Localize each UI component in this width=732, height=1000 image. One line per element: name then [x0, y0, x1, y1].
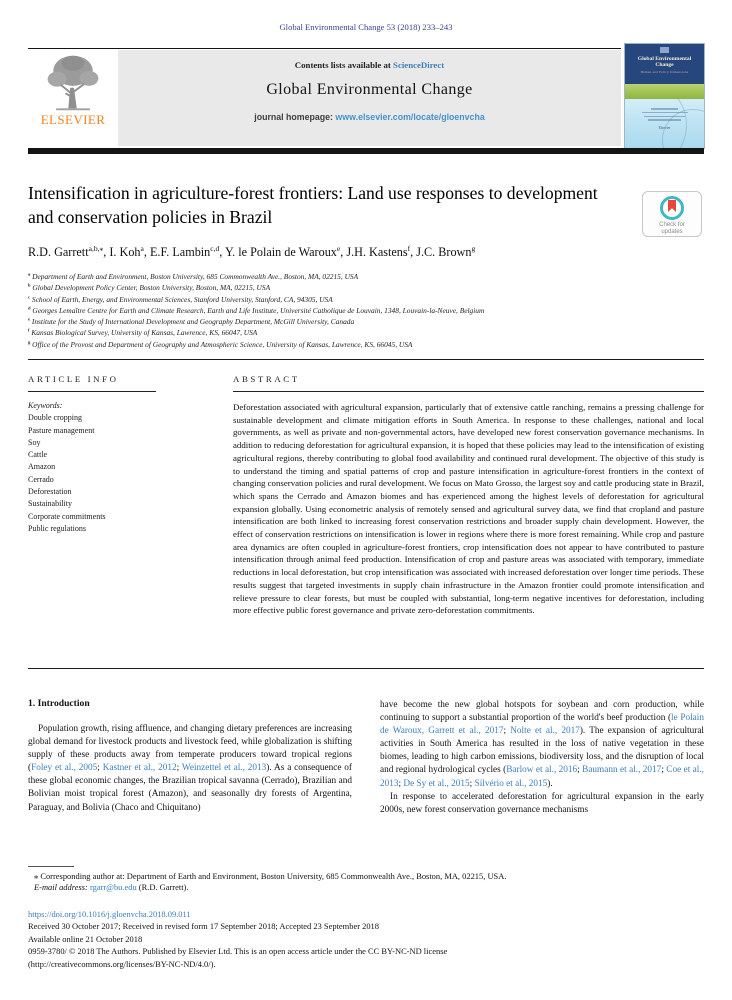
cover-green-band: [625, 84, 704, 99]
bookmark-ribbon-icon: [668, 200, 676, 212]
keywords-label: Keywords:: [28, 401, 63, 410]
cover-publisher-text: Elsevier: [658, 125, 671, 130]
homepage-line: [118, 112, 621, 122]
affiliation: $^g$ Office of the Provost and Department of Geography and Atmospheric Science, University of Kansas, Lawrence, KS, 66045, USA: [28, 339, 413, 349]
journal-header: [28, 48, 704, 148]
contents-prefix: Contents lists available at: [294, 60, 394, 70]
doi-link[interactable]: https://doi.org/10.1016/j.gloenvcha.2018.09.011: [28, 909, 191, 919]
corresponding-author-footnote: [28, 866, 704, 894]
article-info-column: [28, 374, 178, 535]
section-rule: [28, 668, 704, 669]
banner-center: [118, 50, 621, 146]
affiliation: $^c$ School of Earth, Energy, and Environmental Sciences, Stanford University, Stanford, CA, 94305, USA: [28, 294, 333, 304]
copyright-line: 0959-3780/ © 2018 The Authors. Published by Elsevier Ltd. This is an open access article under the CC BY-NC-ND license: [28, 946, 448, 957]
affiliation: $^a$ Department of Earth and Environment, Boston University, 685 Commonwealth Ave., Boston, MA, 02215, USA: [28, 271, 359, 281]
keyword: Double cropping: [28, 413, 82, 423]
journal-homepage-link[interactable]: www.elsevier.com/locate/gloenvcha: [335, 112, 485, 122]
citation-link[interactable]: Coe et al., 2013: [380, 765, 704, 789]
cover-header: [625, 44, 704, 84]
journal-title: Global Environmental Change: [266, 81, 473, 98]
citation-link[interactable]: Barlow et al., 2016: [506, 765, 578, 776]
header-top-rule: [28, 48, 621, 49]
cover-subtitle: Human and Policy Dimensions: [640, 69, 689, 74]
cover-publisher-mark-icon: [660, 47, 669, 53]
abstract-column: [233, 374, 704, 617]
intro-left-column: [28, 698, 352, 815]
citation-link[interactable]: Weinzettel et al., 2013: [181, 763, 267, 774]
keywords-list: [28, 412, 178, 535]
title-row: [28, 181, 704, 236]
affiliation: $^b$ Global Development Policy Center, Boston University, Boston, MA, 02215, USA: [28, 282, 271, 293]
abstract-text: Deforestation associated with agricultural expansion, particularly that of extensive cattle ranching, remains a pressing challenge for sustainable development and climate mitigation efforts in South America. In response to these challenges, national and local governments, as well as private and non-governmental actors, have developed new forest conservation governance mechanisms. In addition to reducing deforestation for agricultural expansion, it is hoped that these policies may lead to the intensification of existing agricultural regions, thereby contributing to global food availability and continued rural development. The objective of this study is to understand the timing and spatial patterns of crop and pasture intensification in agriculture-forest frontiers in the context of changing conservation policies and rural development. We focus on Mato Grosso, the largest soy and cattle producing state in Brazil, which spans the Cerrado and Amazon biomes and has experienced among the highest levels of deforestation for agricultural expansion globally. Using econometric analysis of remotely sensed and agricultural survey data, we find that cropland and pasture intensification are both linked to increasing forest conservation restrictions and broader supply chain development. However, the effect of conservation restrictions on intensification is lower in regions where there is more forest remaining. While crop and pasture area dynamics are often coupled in agriculture-forest frontiers, crop intensification does not appear to have contributed to pasture intensification through animal feed production. Intensification of crop and pasture areas was associated with temporary, immediate reductions in local deforestation, but crop intensification was associated with increased deforestation over longer time periods. These results suggest that targeted investments in supply chain infrastructure in the Amazon frontier could promote intensification and relieve pressure to clear forests, but must be coupled with substantial, long-term negative incentives for deforestation, including more effective public forest governance and private zero-deforestation commitments.: [233, 402, 704, 616]
affiliation: $^e$ Institute for the Study of International Development and Geography Department, McGill University, Canada: [28, 316, 355, 327]
affiliation: $^d$ Georges Lemaître Centre for Earth and Climate Research, Earth and Life Institute, Université Catholique de Louvain, 1348, Louvain-la-Neuve, Belgium: [28, 305, 485, 315]
citation-link[interactable]: Silvério et al., 2015: [474, 778, 548, 789]
affiliation-list: [28, 271, 704, 350]
intro-paragraph: In response to accelerated deforestation for agricultural expansion in the early 2000s, new forest conservation governance mechanisms: [380, 791, 704, 815]
corresponding-author-line: ⁎ Corresponding author at: Department of Earth and Environment, Boston University, 685 Commonwealth Ave., Boston, MA, 02215, USA.: [34, 871, 507, 881]
journal-cover-thumbnail: [625, 44, 704, 148]
affiliation: $^f$ Kansas Biological Survey, University of Kansas, Lawrence, KS, 66047, USA: [28, 328, 258, 338]
elsevier-logo: [28, 50, 118, 146]
check-updates-icon: [660, 196, 684, 220]
license-line: (http://creativecommons.org/licenses/BY-NC-ND/4.0/).: [28, 958, 216, 969]
author: Y. le Polain de Waroux: [224, 245, 337, 259]
author: I. Koh: [109, 245, 141, 259]
citation-link[interactable]: le Polain de Waroux, Garrett et al., 2017: [380, 713, 704, 737]
citation-link[interactable]: rgarr@bu.edu: [89, 882, 137, 893]
heading-rule: [233, 391, 704, 392]
citation-link[interactable]: Baumann et al., 2017: [582, 765, 662, 776]
author: J.H. Kastens: [346, 245, 408, 259]
author: J.C. Brown: [416, 245, 472, 259]
journal-citation: Global Environmental Change 53 (2018) 233–243: [279, 22, 453, 32]
intro-paragraph: Population growth, rising affluence, and changing dietary preferences are increasing global demand for livestock products and livestock feed, while globalization is shifting supply of these products away from temperate producers toward tropical regions (Foley et al., 2005; Kastner et al., 2012; Weinzettel et al., 2013). As a consequence of these global economic changes, the Brazilian tropical savanna (Cerrado), Brazilian and Bolivian moist tropical forest (Amazon), and seasonally dry forests of Argentina, Paraguay, and Bolivia (Chaco and Chiquitano): [28, 724, 353, 813]
keyword: Pasture management: [28, 425, 95, 435]
info-abstract-section: [28, 374, 704, 654]
keyword: Public regulations: [28, 523, 86, 533]
cover-globe-art: [625, 99, 704, 148]
citation-link[interactable]: De Sy et al., 2015: [403, 778, 470, 789]
intro-right-column: [380, 698, 704, 817]
available-online: Available online 21 October 2018: [28, 933, 143, 944]
article-title: Intensification in agriculture-forest frontiers: Land use responses to development and conservation policies in Brazil: [28, 183, 598, 228]
keyword: Cattle: [28, 450, 48, 460]
citation-link[interactable]: Nolte et al., 2017: [510, 726, 580, 737]
keyword: Corporate commitments: [28, 511, 106, 521]
article-info-heading: ARTICLE INFO: [28, 374, 119, 384]
citation-link[interactable]: Foley et al., 2005: [31, 763, 98, 774]
header-divider: [28, 148, 704, 154]
author-list: R.D. Garrett$^{a,b,⁎}$, I. Koh$^a$, E.F. Lambin$^{c,d}$, Y. le Polain de Waroux$^e$, J.H. Kastens$^f$, J.C. Brown$^g$: [28, 243, 476, 259]
sciencedirect-link[interactable]: ScienceDirect: [393, 60, 445, 70]
citation-link[interactable]: Kastner et al., 2012: [102, 763, 177, 774]
footnote-rule: [28, 866, 74, 867]
introduction-heading: 1. Introduction: [28, 698, 90, 709]
check-for-updates-button[interactable]: [642, 191, 702, 237]
article-footer: [28, 908, 704, 970]
author: E.F. Lambin: [149, 245, 211, 259]
cover-title: Global Environmental Change: [637, 56, 692, 69]
keyword: Amazon: [28, 462, 56, 472]
elsevier-tree-icon: [43, 52, 103, 114]
heading-rule: [28, 391, 156, 392]
intro-paragraph: have become the new global hotspots for soybean and corn production, while continuing to support a substantial proportion of the world's beef production (le Polain de Waroux, Garrett et al., 2017; Nolte et al., 2017). The expansion of agricultural activities in South America has resulted in the loss of native vegetation in these biomes, leading to high carbon emissions, biodiversity loss, and the disruption of local and regional hydrological cycles (Barlow et al., 2016; Baumann et al., 2017; Coe et al., 2013; De Sy et al., 2015; Silvério et al., 2015).: [380, 700, 704, 789]
email-line: E-mail address: rgarr@bu.edu (R.D. Garrett).: [34, 882, 189, 893]
section-rule: [28, 359, 704, 360]
contents-line: [118, 60, 621, 70]
author: R.D. Garrett: [28, 245, 89, 259]
keyword: Deforestation: [28, 487, 72, 497]
check-updates-label: Check for updates: [659, 222, 685, 236]
received-dates: Received 30 October 2017; Received in revised form 17 September 2018; Accepted 23 September 2018: [28, 921, 379, 932]
keyword: Cerrado: [28, 474, 54, 484]
elsevier-wordmark: ELSEVIER: [40, 112, 106, 127]
abstract-heading: ABSTRACT: [233, 374, 300, 384]
keyword: Soy: [28, 437, 41, 447]
keyword: Sustainability: [28, 499, 72, 509]
homepage-prefix: journal homepage:: [254, 112, 336, 122]
